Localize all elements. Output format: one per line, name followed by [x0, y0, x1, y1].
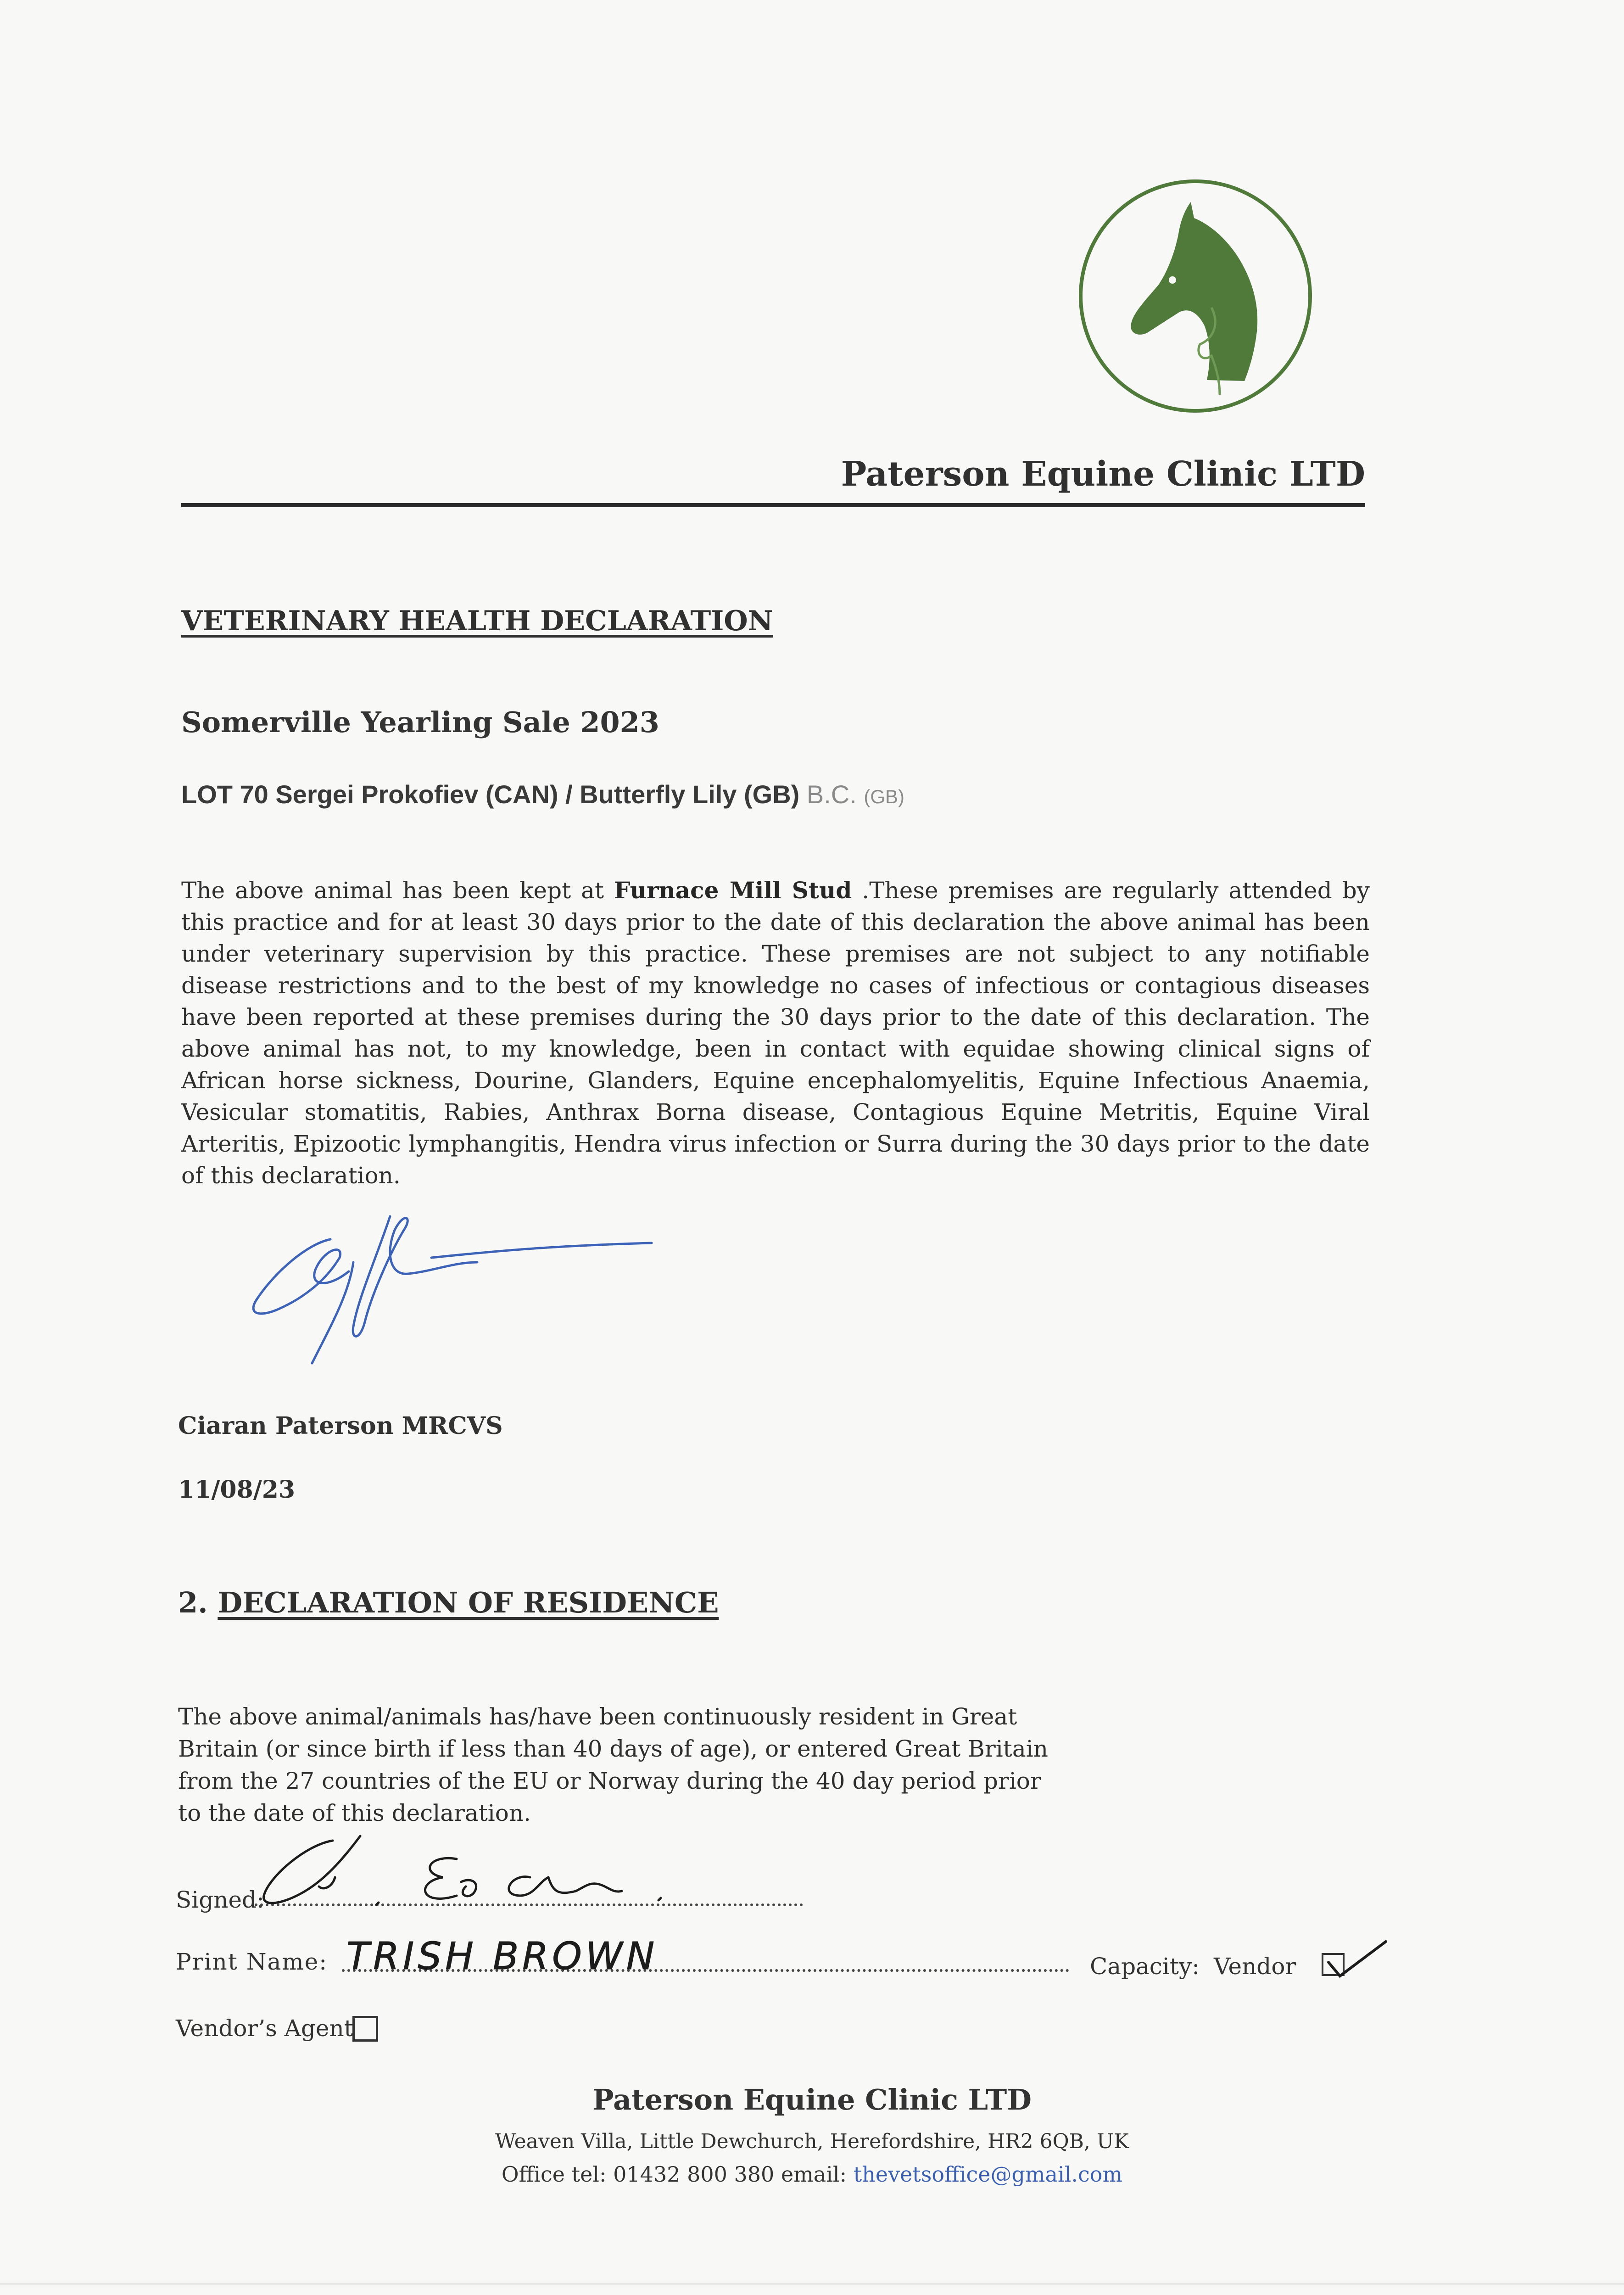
vendor-signature: [255, 1827, 737, 1919]
vet-signature: [239, 1189, 661, 1382]
company-header-title: Paterson Equine Clinic LTD: [841, 454, 1365, 494]
residence-number: 2.: [178, 1586, 208, 1619]
print-name-label: Print Name:: [176, 1948, 328, 1975]
footer-company-name: Paterson Equine Clinic LTD: [592, 2083, 1032, 2116]
footer-address: Weaven Villa, Little Dewchurch, Herefordshire, HR2 6QB, UK: [495, 2130, 1129, 2153]
vendor-label: Vendor: [1214, 1953, 1296, 1980]
lot-main: LOT 70 Sergei Prokofiev (CAN) / Butterfly Lily (GB): [181, 780, 800, 809]
signed-label: Signed:: [176, 1886, 264, 1913]
horse-head-logo-icon: [1074, 174, 1317, 418]
footer-contact: [0, 2162, 1624, 2187]
residence-title-text: DECLARATION OF RESIDENCE: [218, 1586, 719, 1619]
declaration-date: 11/08/23: [178, 1476, 296, 1504]
sale-title: Somerville Yearling Sale 2023: [181, 705, 659, 739]
vendor-agent-label: Vendor’s Agent: [176, 2015, 353, 2042]
residence-body: The above animal/animals has/have been continuously resident in Great Britain (or since birth if less than 40 days of age), or entered Great Britain from the 27 countries of the EU or Norway during the 40 day period prior to the date of this declaration.: [178, 1703, 1048, 1826]
header-divider: [181, 503, 1365, 507]
footer-email-link[interactable]: thevetsoffice@gmail.com: [853, 2162, 1123, 2187]
lot-country: (GB): [864, 786, 905, 807]
vet-name: Ciaran Paterson MRCVS: [178, 1412, 503, 1440]
lot-line: [181, 779, 904, 809]
declaration-body-intro: The above animal has been kept at: [181, 877, 614, 904]
declaration-body-text: .These premises are regularly attended by this practice and for at least 30 days prior to the date of this declaration the above animal has been under veterinary supervision by this practice. These premises are not subject to any notifiable disease restrictions and to the best of my knowledge no cases of infectious or contagious diseases have been reported at these premises during the 30 days prior to the date of this declaration. The above animal has not, to my knowledge, been in contact with equidae showing clinical signs of African horse sickness, Dourine, Glanders, Equine encephalomyelitis, Equine Infectious Anaemia, Vesicular stomatitis, Rabies, Anthrax Borna disease, Contagious Equine Metritis, Equine Viral Arteritis, Epizootic lymphangitis, Hendra virus infection or Surra during the 30 days prior to the date of this declaration.: [181, 877, 1370, 1189]
lot-sex: B.C.: [806, 780, 857, 809]
footer-office-tel: Office tel: 01432 800 380 email:: [501, 2162, 854, 2187]
print-name-handwriting: [337, 1921, 714, 1985]
print-name-value: TRISH BROWN: [346, 1935, 659, 1978]
checkmark-icon: [1319, 1937, 1388, 1983]
declaration-title: VETERINARY HEALTH DECLARATION: [181, 605, 773, 637]
vendor-agent-checkbox[interactable]: [352, 2016, 378, 2042]
declaration-body: [181, 874, 1370, 1192]
capacity-label: Capacity:: [1090, 1953, 1200, 1980]
residence-title: [178, 1586, 719, 1619]
premises-name: Furnace Mill Stud: [614, 877, 852, 904]
